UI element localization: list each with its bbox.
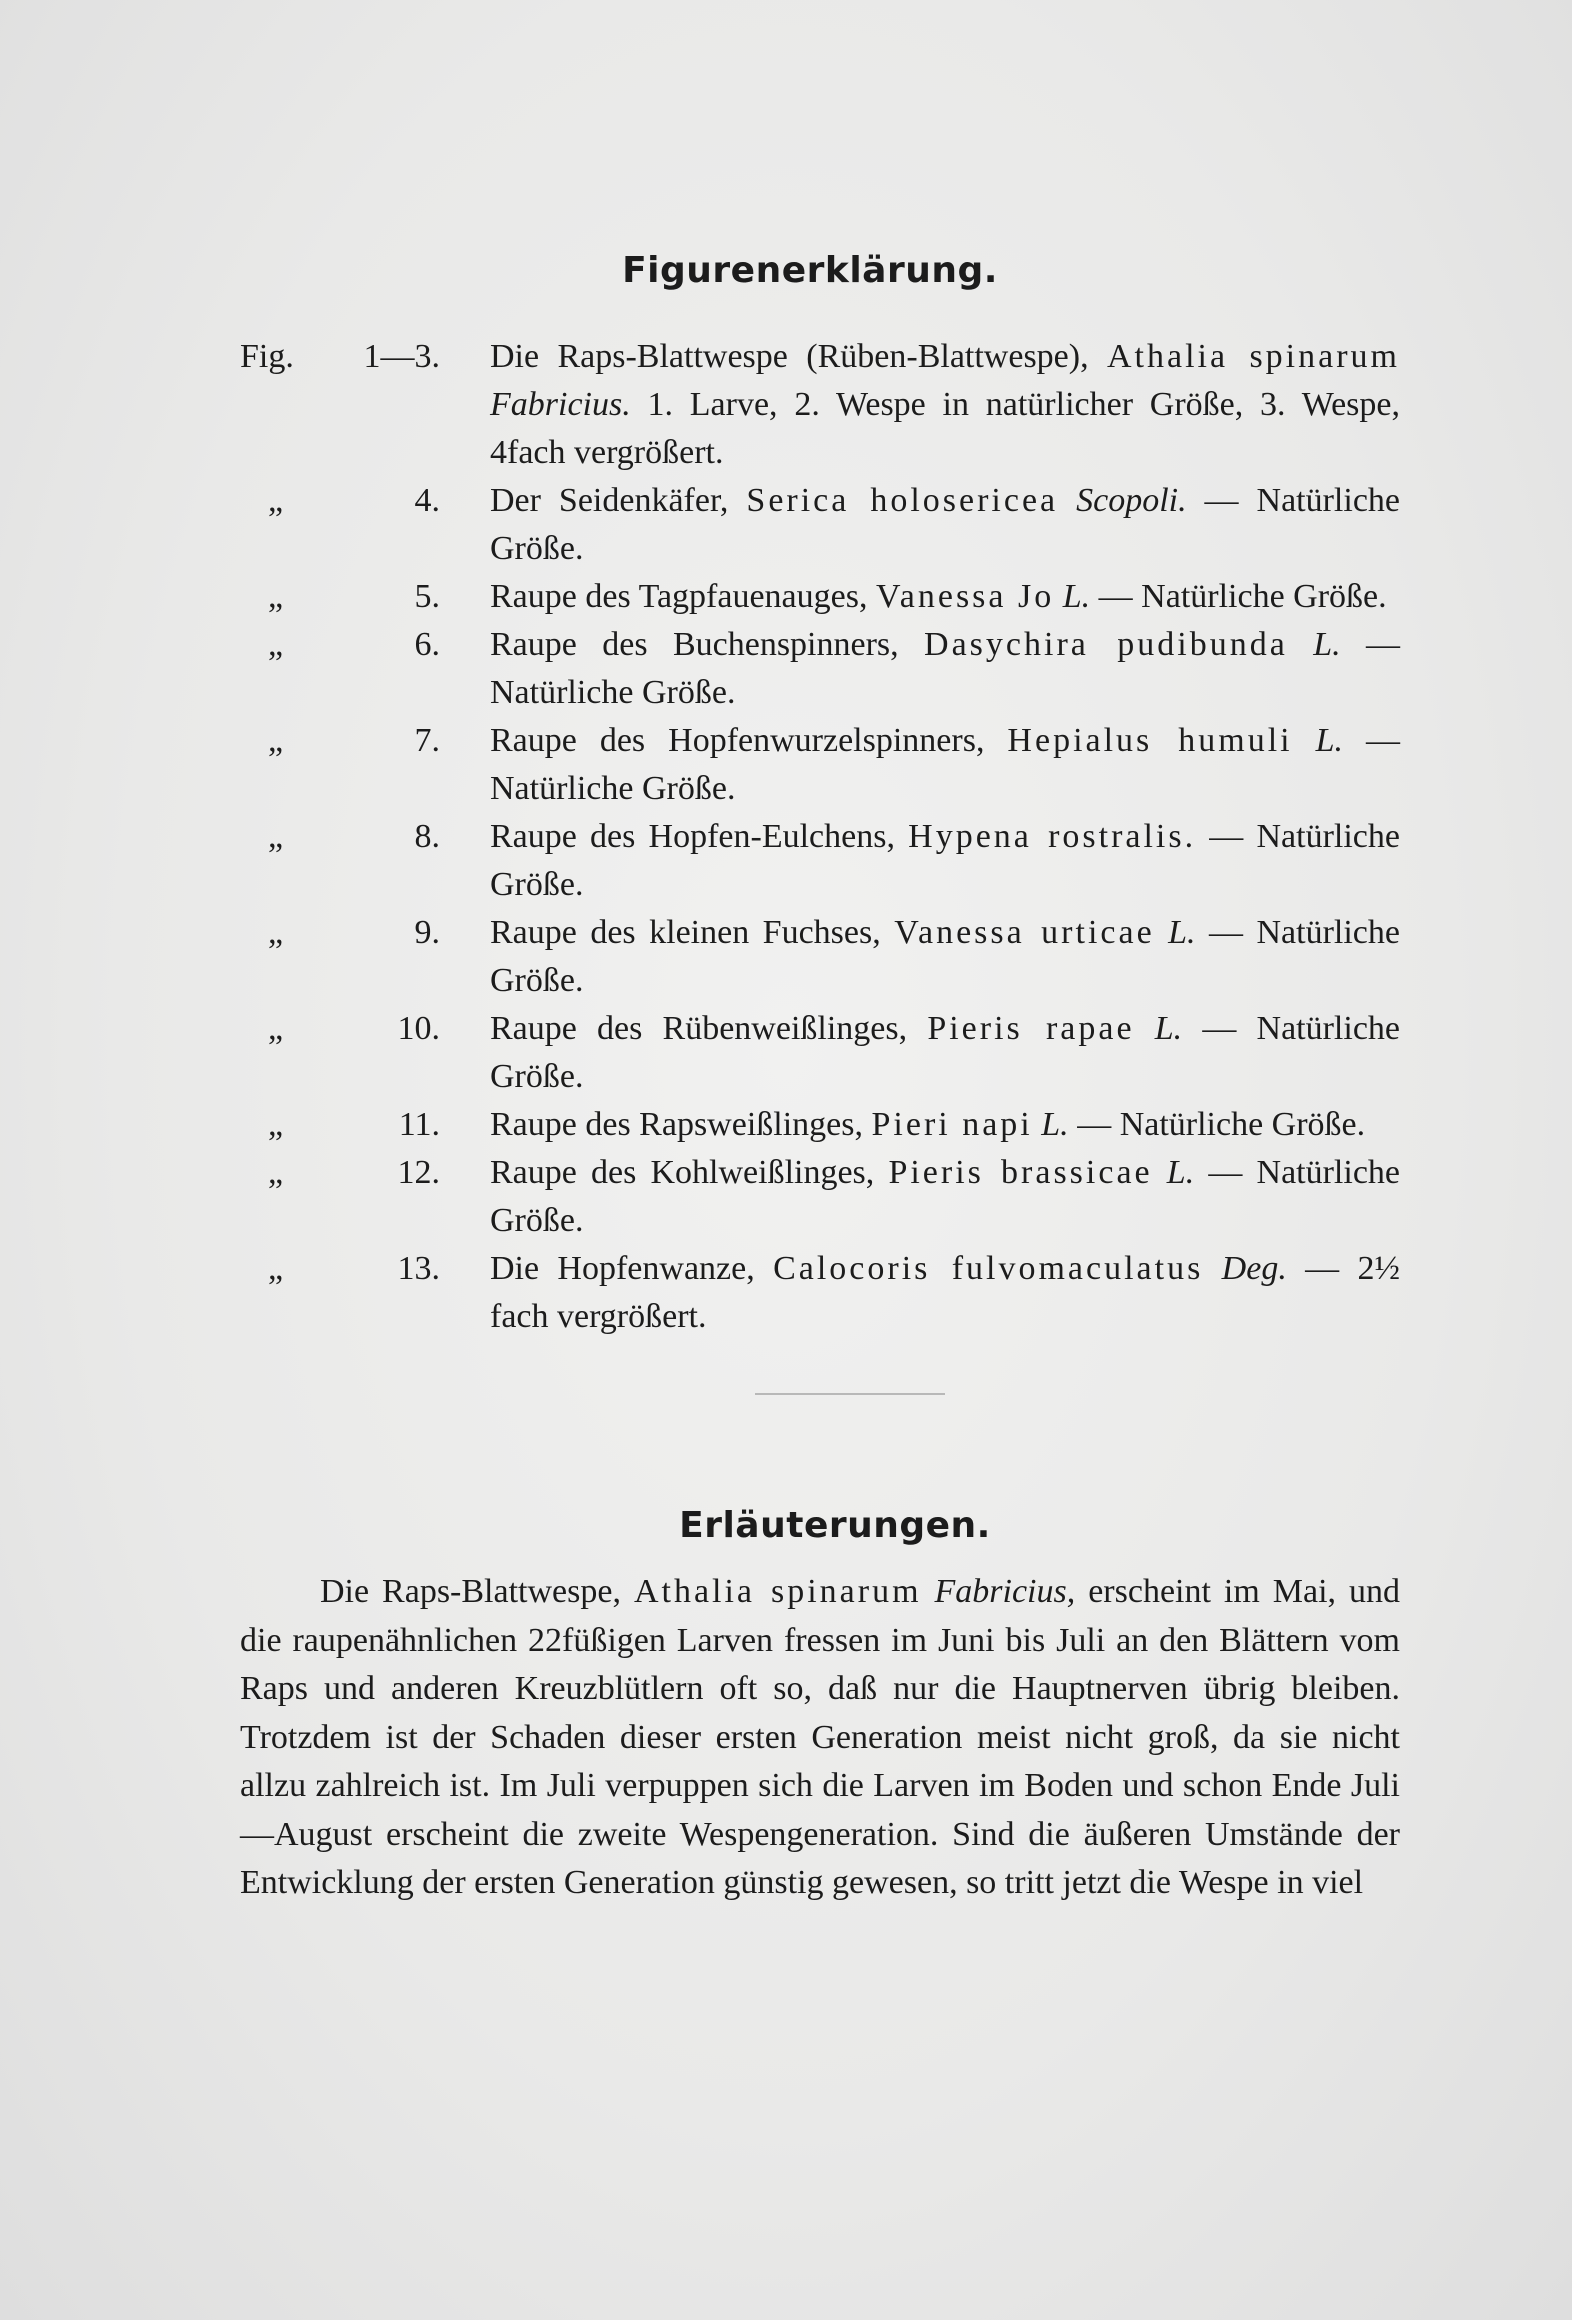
species-name: Vanessa urticae <box>894 914 1155 951</box>
species-name: Vanessa Jo <box>875 578 1055 615</box>
figure-prefix: „ <box>268 578 284 615</box>
text-run <box>1058 482 1076 519</box>
text-run <box>1288 626 1313 663</box>
figure-entry <box>240 1101 1400 1149</box>
author-name: Fabricius. <box>490 386 631 423</box>
text-run: Der Seidenkäfer, <box>490 482 747 519</box>
author-name: L. <box>1315 722 1344 759</box>
text-run: Raupe des Kohlweißlinges, <box>490 1154 889 1191</box>
figure-description <box>440 1149 1400 1245</box>
text-run: — Natürliche Größe. <box>1090 578 1387 615</box>
figure-entry <box>240 477 1400 573</box>
species-name: Hypena rostralis. <box>908 818 1197 855</box>
text-run: Die Raps-Blattwespe, <box>320 1573 634 1610</box>
text-run: — Natürliche Größe. <box>490 1154 1401 1239</box>
figure-prefix: „ <box>268 1106 284 1143</box>
species-name: Pieri napi <box>871 1106 1033 1143</box>
author-name: L. <box>1062 578 1091 615</box>
figure-prefix: „ <box>268 722 284 759</box>
text-run: — Natürliche Größe. <box>490 722 1400 807</box>
figure-prefix: „ <box>268 1250 284 1287</box>
text-run <box>1033 1106 1042 1143</box>
figure-description <box>440 1101 1400 1149</box>
page-content <box>240 250 1400 1942</box>
text-run <box>1054 578 1063 615</box>
text-run: — Natürliche Größe. <box>490 482 1401 567</box>
text-run: Raupe des Buchenspinners, <box>490 626 925 663</box>
species-name: Dasychira pudibunda <box>924 626 1288 663</box>
author-name: Scopoli. <box>1076 482 1187 519</box>
figure-description <box>440 717 1400 813</box>
text-run: Raupe des Rübenweißlinges, <box>490 1010 928 1047</box>
figure-description <box>440 621 1400 717</box>
text-run <box>922 1573 935 1610</box>
figure-list <box>240 333 1400 1341</box>
figure-description <box>440 477 1400 573</box>
text-run: Raupe des Hopfenwurzelspinners, <box>490 722 1008 759</box>
text-run <box>1153 1154 1167 1191</box>
text-run: erscheint im Mai, und die raupenähnlichen 22füßigen Larven fressen im Juni bis Juli an den Blättern vom Raps und anderen Kreuzblütlern oft so, daß nur die Hauptnerven übrig bleiben. Trotzdem ist der Schaden dieser ersten Generation meist nicht groß, da sie nicht allzu zahlreich ist. Im Juli verpuppen sich die Larven im Boden und schon Ende Juli—August erscheint die zweite Wespengeneration. Sind die äußeren Umstände der Entwicklung der ersten Generation günstig gewesen, so tritt jetzt die Wespe in viel <box>240 1573 1400 1901</box>
author-name: L. <box>1168 914 1196 951</box>
figure-number: 4. <box>414 482 440 519</box>
author-name: L. <box>1166 1154 1195 1191</box>
figures-heading: Figurenerklärung. <box>622 250 998 291</box>
species-name: Pieris rapae <box>927 1010 1135 1047</box>
explanations-heading: Erläuterungen. <box>679 1505 991 1546</box>
figure-prefix: „ <box>268 626 284 663</box>
species-name: Pieris brassicae <box>888 1154 1153 1191</box>
text-run <box>1155 914 1168 951</box>
text-run: Die Raps-Blattwespe (Rüben-Blattwespe), <box>490 338 1107 375</box>
figure-number: 11. <box>398 1106 440 1143</box>
explanation-paragraph <box>240 1568 1400 1908</box>
text-run: — Natürliche Größe. <box>1068 1106 1366 1143</box>
text-run: Die Hopfenwanze, <box>490 1250 774 1287</box>
figure-prefix: Fig. <box>240 338 294 375</box>
figure-description <box>440 333 1400 477</box>
species-name: Serica holosericea <box>746 482 1059 519</box>
species-name: Athalia spinarum <box>633 1573 922 1610</box>
figure-entry <box>240 717 1400 813</box>
figure-number: 6. <box>414 626 440 663</box>
author-name: Deg. <box>1221 1250 1287 1287</box>
author-name: Fabricius, <box>934 1573 1076 1610</box>
figure-number: 1—3. <box>363 338 440 375</box>
figure-description <box>440 813 1400 909</box>
figure-number: 5. <box>414 578 440 615</box>
figure-prefix: „ <box>268 482 284 519</box>
text-run <box>1135 1010 1155 1047</box>
text-run: — Natürliche Größe. <box>490 818 1400 903</box>
text-run: — Natürliche Größe. <box>490 1010 1401 1095</box>
figure-prefix: „ <box>268 914 284 951</box>
text-run: 1. Larve, 2. Wespe in natürlicher Größe, 3. Wespe, 4fach vergrößert. <box>490 386 1400 471</box>
figure-entry <box>240 573 1400 621</box>
figure-prefix: „ <box>268 818 284 855</box>
author-name: L. <box>1154 1010 1183 1047</box>
text-run <box>1203 1250 1221 1287</box>
text-run: Raupe des Rapsweißlinges, <box>490 1106 872 1143</box>
figure-number: 8. <box>414 818 440 855</box>
figure-prefix: „ <box>268 1154 284 1191</box>
figure-entry <box>240 909 1400 1005</box>
figure-description <box>440 1005 1400 1101</box>
figure-number: 13. <box>397 1250 440 1287</box>
figure-description <box>440 573 1400 621</box>
text-run: Raupe des kleinen Fuchses, <box>490 914 895 951</box>
figure-entry <box>240 621 1400 717</box>
species-name: Calocoris fulvomaculatus <box>773 1250 1204 1287</box>
text-run <box>1293 722 1316 759</box>
author-name: L. <box>1313 626 1341 663</box>
figure-description <box>440 909 1400 1005</box>
figure-description <box>440 1245 1400 1341</box>
text-run: — Natürliche Größe. <box>490 914 1400 999</box>
text-run: Raupe des Tagpfauenauges, <box>490 578 876 615</box>
species-name: Athalia spinarum <box>1106 338 1400 375</box>
figure-entry <box>240 1005 1400 1101</box>
text-run: Raupe des Hopfen-Eulchens, <box>490 818 909 855</box>
text-run: — 2½ fach vergrößert. <box>490 1250 1401 1335</box>
figure-number: 10. <box>397 1010 440 1047</box>
author-name: L. <box>1041 1106 1069 1143</box>
figure-entry <box>240 333 1400 477</box>
figure-number: 12. <box>397 1154 440 1191</box>
figure-prefix: „ <box>268 1010 284 1047</box>
section-divider <box>755 1393 945 1395</box>
figure-entry <box>240 813 1400 909</box>
text-run: — Natürliche Größe. <box>490 626 1400 711</box>
figure-number: 9. <box>414 914 440 951</box>
species-name: Hepialus humuli <box>1007 722 1293 759</box>
figure-entry <box>240 1149 1400 1245</box>
figure-number: 7. <box>414 722 440 759</box>
figure-entry <box>240 1245 1400 1341</box>
